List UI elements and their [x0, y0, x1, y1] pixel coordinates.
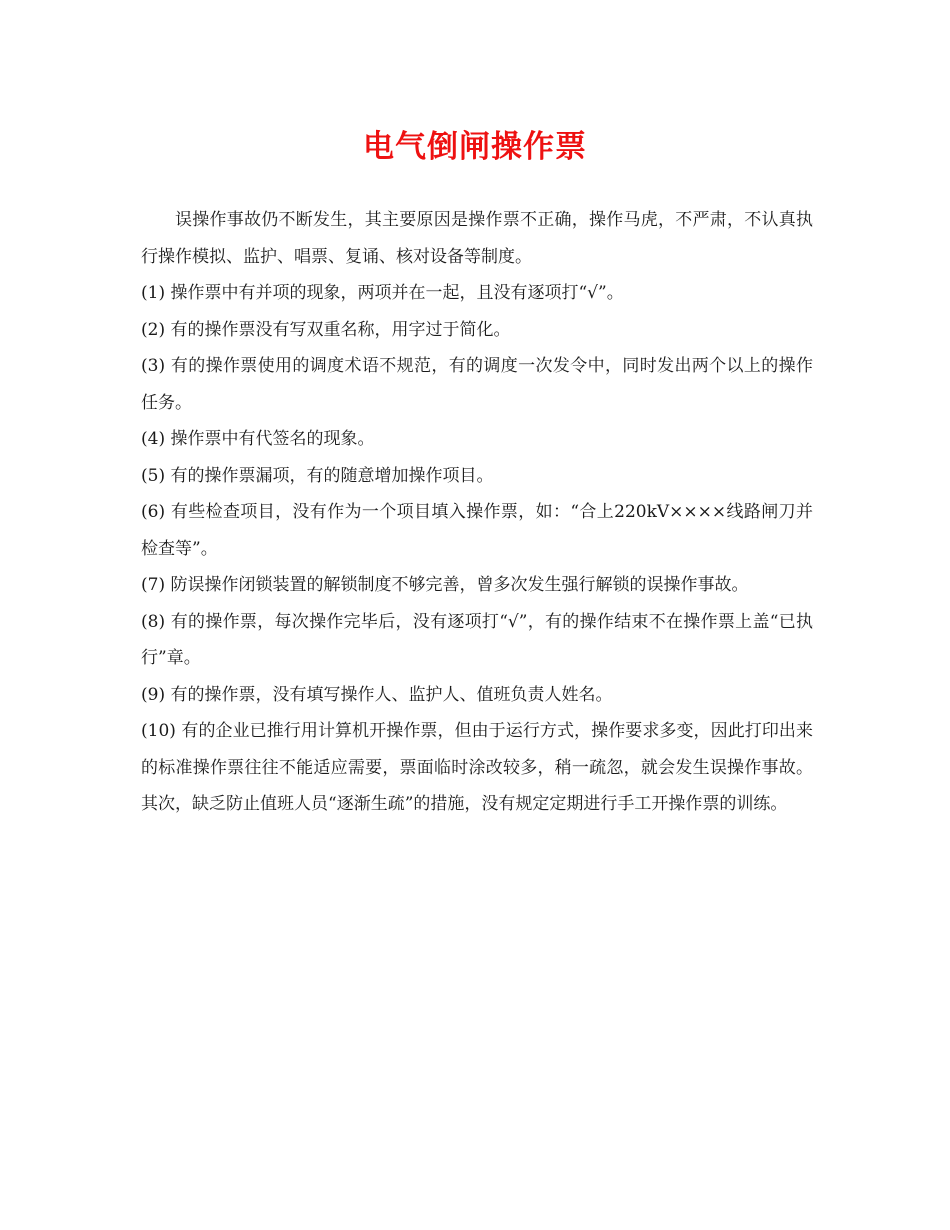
intro-paragraph: 误操作事故仍不断发生，其主要原因是操作票不正确，操作马虎，不严肃，不认真执行操作模拟、监护、唱票、复诵、核对设备等制度。: [141, 210, 813, 267]
list-item: (6) 有些检查项目，没有作为一个项目填入操作票，如：“合上220kV××××线路闸刀并检查等”。: [141, 502, 813, 559]
list-item: (9) 有的操作票，没有填写操作人、监护人、值班负责人姓名。: [141, 684, 613, 705]
list-item: (1) 操作票中有并项的现象，两项并在一起，且没有逐项打“√”。: [141, 283, 624, 303]
list-item: (4) 操作票中有代签名的现象。: [141, 429, 375, 449]
document-body: [141, 202, 813, 823]
document-title: 电气倒闸操作票: [363, 129, 587, 165]
list-item: (3) 有的操作票使用的调度术语不规范，有的调度一次发令中，同时发出两个以上的操作任务。: [141, 356, 813, 413]
list-item: (10) 有的企业已推行用计算机开操作票，但由于运行方式，操作要求多变，因此打印出来的标准操作票往往不能适应需要，票面临时涂改较多，稍一疏忽，就会发生误操作事故。其次，缺乏防止值班人员“逐渐生疏”的措施，没有规定定期进行手工开操作票的训练。: [141, 721, 813, 814]
list-item: (2) 有的操作票没有写双重名称，用字过于简化。: [141, 319, 511, 340]
list-item: (8) 有的操作票，每次操作完毕后，没有逐项打“√”，有的操作结束不在操作票上盖“已执行”章。: [141, 611, 813, 668]
list-item: (5) 有的操作票漏项，有的随意增加操作项目。: [141, 465, 494, 486]
list-item: (7) 防误操作闭锁装置的解锁制度不够完善，曾多次发生强行解锁的误操作事故。: [141, 575, 749, 595]
